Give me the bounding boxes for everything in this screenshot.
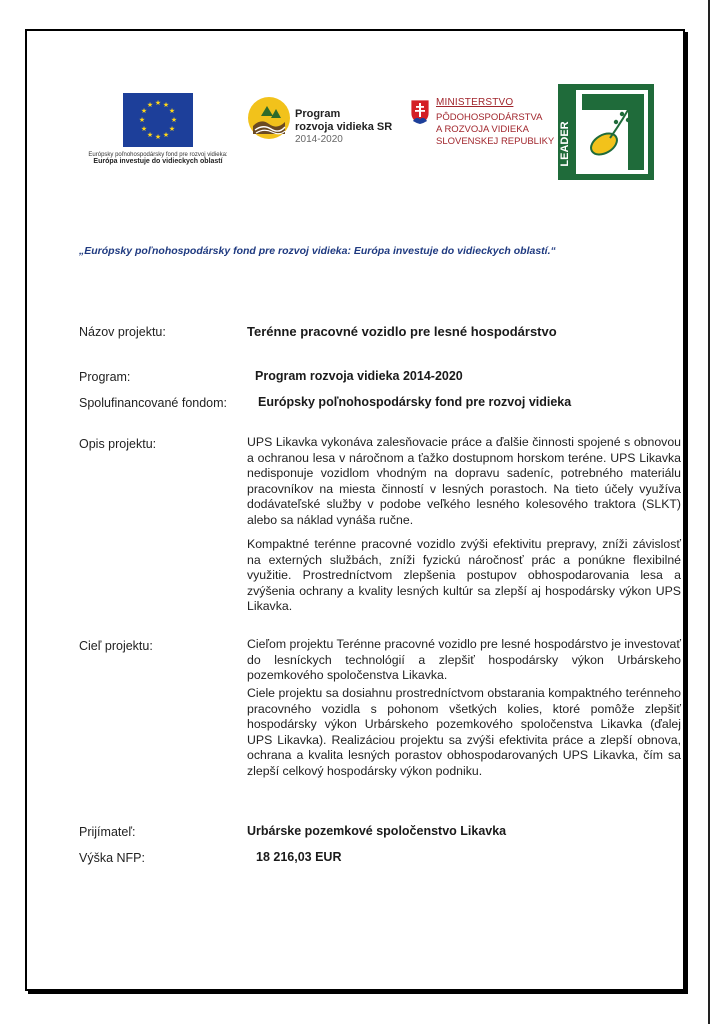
description-paragraph-1: UPS Likavka vykonáva zalesňovacie práce a ďalšie činnosti spojené s obnovou a ochranou lesa v náročnom a ťažko dostupnom horskom teréne. UPS Likavka nedisponuje vozidlom vhodným na dopravu sadeníc, potrebného materiálu pracovníkov na miesta činností v lesných porastoch. Na tieto účely využíva dodávateľské služby v podobe veľkého lesného kolesového traktora (SLKT) alebo sa náklad vynáša ručne. xyxy=(247,435,681,527)
goal-paragraph-1: Cieľom projektu Terénne pracovné vozidlo pre lesné hospodárstvo je investovať do lesníckych technológií a zlepšiť hospodársky výkon Urbárskeho pozemkového spoločenstva Likavka. xyxy=(247,637,681,683)
svg-text:★: ★ xyxy=(154,133,162,141)
recipient-label: Prijímateľ: xyxy=(79,825,136,839)
eu-caption-line1: Európsky poľnohospodársky fond pre rozvoj vidieka: xyxy=(88,152,228,158)
goal-paragraph-2: Ciele projektu sa dosiahnu prostredníctvom obstarania kompaktného terénneho pracovného vozidla s pohonom všetkých kolies, ktoré pomôže zlepšiť hospodársky výkon Urbárskeho pozemkového spoločenstva Likavka (ďalej UPS Likavka). Realizáciou projektu sa zvýši efektivita práce a zlepší obnova, ochrana a kvalita lesných porastov obhospodarovaných UPS Likavka, čím sa zlepší celkový hospodársky výkon podniku. xyxy=(247,686,681,778)
prv-logo xyxy=(247,94,393,154)
svg-text:★: ★ xyxy=(146,101,154,109)
cofinanced-label: Spolufinancované fondom: xyxy=(79,396,228,410)
description-label: Opis projektu: xyxy=(79,437,157,451)
project-name-label: Názov projektu: xyxy=(79,325,166,339)
page-edge-line xyxy=(708,0,710,1024)
eu-flag-icon xyxy=(123,93,193,147)
motto: „Európsky poľnohospodársky fond pre rozvoj vidieka: Európa investuje do vidieckych oblastí.“ xyxy=(79,245,556,257)
nfp-label: Výška NFP: xyxy=(79,851,145,865)
eu-logo xyxy=(80,93,236,165)
svg-text:★: ★ xyxy=(154,99,162,107)
svg-text:★: ★ xyxy=(162,131,170,139)
project-name-value: Terénne pracovné vozidlo pre lesné hospodárstvo xyxy=(247,324,557,339)
program-label: Program: xyxy=(79,370,131,384)
description-paragraph-2: Kompaktné terénne pracovné vozidlo zvýši efektivitu prepravy, zníži závislosť na externých službách, zníži fyzickú náročnosť prác a ponúkne flexibilné využitie. Prostredníctvom zlepšenia postupov obhospodarovania lesa a zvýšenia ochrany a kvality lesných kultúr sa zlepší aj hospodársky výkon UPS Likavka. xyxy=(247,537,681,614)
ministry-line4: SLOVENSKEJ REPUBLIKY xyxy=(436,136,555,147)
svg-text:★: ★ xyxy=(140,107,148,115)
svg-text:★: ★ xyxy=(138,116,146,124)
ministry-line3: A ROZVOJA VIDIEKA xyxy=(436,124,529,135)
ministry-line2: PÔDOHOSPODÁRSTVA xyxy=(436,112,543,123)
leader-logo xyxy=(558,84,654,180)
svg-text:★: ★ xyxy=(146,131,154,139)
prv-title-line1: Program xyxy=(295,108,341,120)
goal-label: Cieľ projektu: xyxy=(79,639,153,653)
ministry-logo xyxy=(410,97,560,157)
prv-title-line2: rozvoja vidieka SR xyxy=(295,121,393,133)
nfp-value: 18 216,03 EUR xyxy=(256,850,342,864)
recipient-value: Urbárske pozemkové spoločenstvo Likavka xyxy=(247,824,507,838)
slovak-coat-of-arms-icon xyxy=(410,99,430,125)
ministry-line1: MINISTERSTVO xyxy=(436,97,514,108)
svg-text:★: ★ xyxy=(170,116,178,124)
svg-text:★: ★ xyxy=(140,125,148,133)
svg-text:★: ★ xyxy=(168,125,176,133)
cofinanced-value: Európsky poľnohospodársky fond pre rozvoj vidieka xyxy=(258,395,572,409)
leader-text: LEADER xyxy=(559,121,571,167)
prv-period: 2014-2020 xyxy=(295,134,343,145)
prv-emblem-icon xyxy=(247,96,291,140)
eu-caption-line2: Európa investuje do vidieckych oblastí xyxy=(93,158,223,165)
program-value: Program rozvoja vidieka 2014-2020 xyxy=(255,369,463,383)
svg-text:★: ★ xyxy=(168,107,176,115)
svg-text:★: ★ xyxy=(162,101,170,109)
